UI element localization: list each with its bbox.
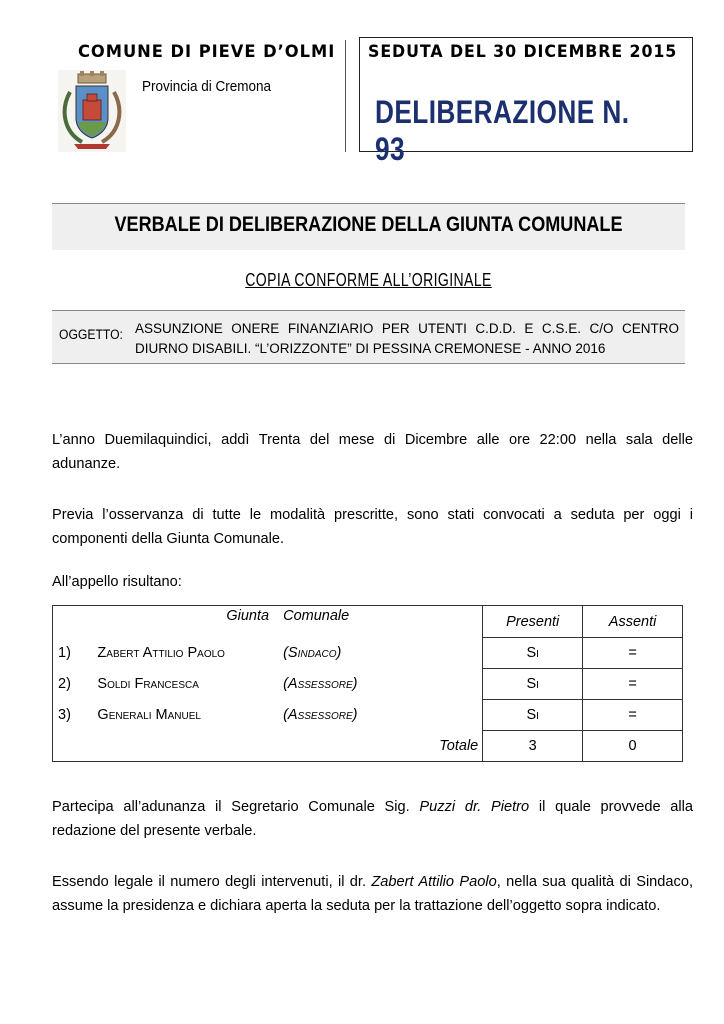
member-role: (Assessore)	[283, 707, 358, 723]
document-title: VERBALE DI DELIBERAZIONE DELLA GIUNTA COMUNALE	[114, 213, 623, 236]
sindaco-name: Zabert Attilio Paolo	[371, 874, 497, 890]
member-name: Generali Manuel	[97, 707, 201, 723]
attendance-table	[52, 605, 683, 762]
provincia-label: Provincia di Cremona	[142, 78, 272, 95]
member-role: (Assessore)	[283, 676, 358, 692]
coat-of-arms-icon	[58, 70, 126, 152]
header-giunta: Giunta	[53, 606, 284, 638]
totale-assenti: 0	[583, 731, 683, 762]
oggetto-text: ASSUNZIONE ONERE FINANZIARIO PER UTENTI C.D.D. E C.S.E. C/O CENTRO DIURNO DISABILI. “L’ORIZZONTE” DI PESSINA CREMONESE - ANNO 2016	[135, 321, 679, 356]
paragraph-convocation: Previa l’osservanza di tutte le modalità prescritte, sono stati convocati a seduta per oggi i componenti della Giunta Comunale.	[52, 507, 693, 547]
segretario-name: Puzzi dr. Pietro	[419, 799, 530, 815]
header-comunale: Comunale	[283, 606, 483, 638]
member-name: Zabert Attilio Paolo	[97, 645, 225, 661]
header-divider	[345, 40, 346, 152]
assente-value: =	[583, 700, 683, 731]
paragraph-segretario	[52, 795, 693, 843]
table-header-row	[53, 606, 683, 638]
segretario-text-before: Partecipa all’adunanza il Segretario Comunale Sig.	[52, 799, 420, 815]
segretario-text-after: il quale provvede alla redazione del presente verbale.	[52, 799, 693, 839]
member-name: Soldi Francesca	[97, 676, 199, 692]
member-role: (Sindaco)	[283, 645, 342, 661]
assente-value: =	[583, 669, 683, 700]
table-row	[53, 669, 683, 700]
header-presenti: Presenti	[483, 606, 583, 638]
copia-conforme-label: COPIA CONFORME ALL’ORIGINALE	[245, 270, 492, 290]
table-row	[53, 638, 683, 669]
row-number: 1)	[53, 638, 98, 669]
presidenza-text-before: Essendo legale il numero degli intervenuti, il dr.	[52, 874, 372, 890]
totale-presenti: 3	[483, 731, 583, 762]
assente-value: =	[583, 638, 683, 669]
paragraph-presidenza	[52, 870, 693, 918]
header-assenti: Assenti	[583, 606, 683, 638]
presente-value: Si	[483, 669, 583, 700]
table-total-row	[53, 731, 683, 762]
paragraph-date: L’anno Duemilaquindici, addì Trenta del mese di Dicembre alle ore 22:00 nella sala delle adunanze.	[52, 432, 693, 472]
presidenza-text-after: , nella sua qualità di Sindaco, assume la presidenza e dichiara aperta la seduta per la trattazione dell’oggetto sopra indicato.	[52, 874, 693, 914]
oggetto-label: OGGETTO:	[59, 327, 123, 342]
presente-value: Si	[483, 638, 583, 669]
seduta-date: SEDUTA DEL 30 DICEMBRE 2015	[368, 42, 678, 62]
paragraph-appello: All’appello risultano:	[52, 574, 182, 590]
table-row	[53, 700, 683, 731]
totale-label: Totale	[53, 731, 483, 762]
comune-title: COMUNE DI PIEVE D’OLMI	[78, 42, 336, 62]
presente-value: Si	[483, 700, 583, 731]
row-number: 2)	[53, 669, 98, 700]
deliberazione-number: DELIBERAZIONE N. 93	[375, 94, 630, 167]
row-number: 3)	[53, 700, 98, 731]
